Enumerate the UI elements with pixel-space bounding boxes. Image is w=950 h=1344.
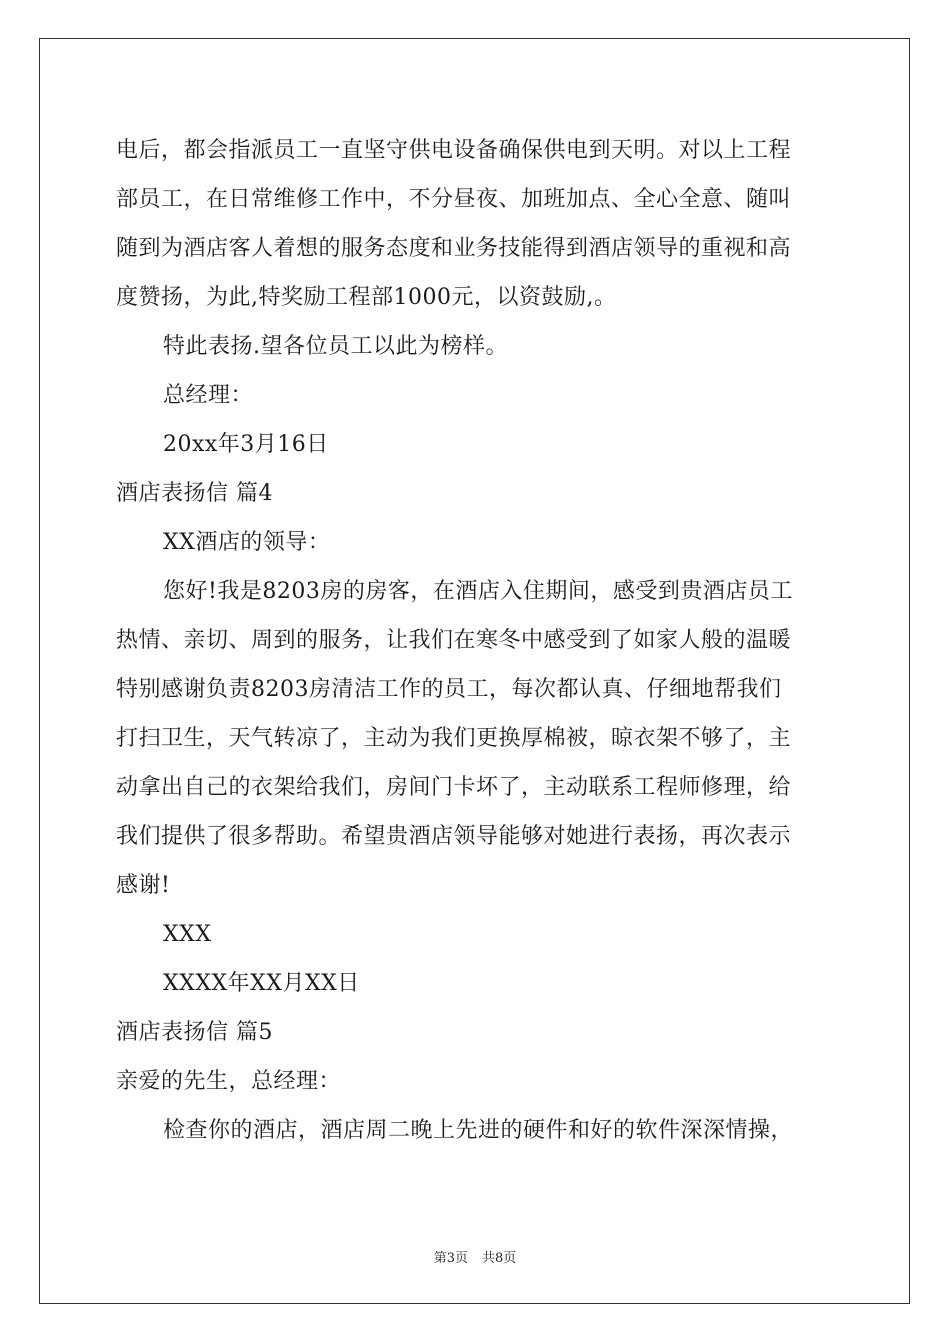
paragraph-line: 特别感谢负责8203房清洁工作的员工，每次都认真、仔细地帮我们 (116, 677, 782, 702)
salutation: 亲爱的先生，总经理： (116, 1069, 342, 1094)
signature-name: XXX (163, 922, 212, 947)
paragraph-line: 动拿出自己的衣架给我们，房间门卡坏了，主动联系工程师修理，给 (116, 775, 792, 800)
paragraph-line: 打扫卫生，天气转凉了，主动为我们更换厚棉被，晾衣架不够了，主 (116, 726, 792, 751)
page-footer (0, 1247, 950, 1266)
paragraph-line: 部员工，在日常维修工作中，不分昼夜、加班加点、全心全意、随叫 (116, 187, 792, 212)
paragraph-line: 电后，都会指派员工一直坚守供电设备确保供电到天明。对以上工程 (116, 138, 792, 163)
document-body (116, 126, 836, 1155)
section-heading: 酒店表扬信 篇4 (116, 481, 273, 506)
date-line: XXXX年XX月XX日 (163, 971, 360, 996)
paragraph-line: 度赞扬，为此,特奖励工程部1000元，以资鼓励,。 (116, 285, 617, 310)
paragraph-line: 感谢! (116, 873, 171, 898)
section-heading: 酒店表扬信 篇5 (116, 1020, 273, 1045)
page-number: 第3页 (433, 1251, 468, 1266)
paragraph-line: 热情、亲切、周到的服务，让我们在寒冬中感受到了如家人般的温暖 (116, 628, 792, 653)
date-line: 20xx年3月16日 (163, 432, 329, 457)
paragraph-line: 随到为酒店客人着想的服务态度和业务技能得到酒店领导的重视和高 (116, 236, 792, 261)
paragraph-line: 我们提供了很多帮助。希望贵酒店领导能够对她进行表扬，再次表示 (116, 824, 792, 849)
signature-title: 总经理： (163, 383, 254, 408)
page-total: 共8页 (482, 1251, 517, 1266)
paragraph-line: 您好!我是8203房的房客，在酒店入住期间，感受到贵酒店员工 (163, 579, 793, 604)
paragraph-line: 特此表扬.望各位员工以此为榜样。 (163, 334, 508, 359)
paragraph-line: 检查你的酒店，酒店周二晚上先进的硬件和好的软件深深情操， (163, 1118, 794, 1143)
salutation: XX酒店的领导： (163, 530, 331, 555)
